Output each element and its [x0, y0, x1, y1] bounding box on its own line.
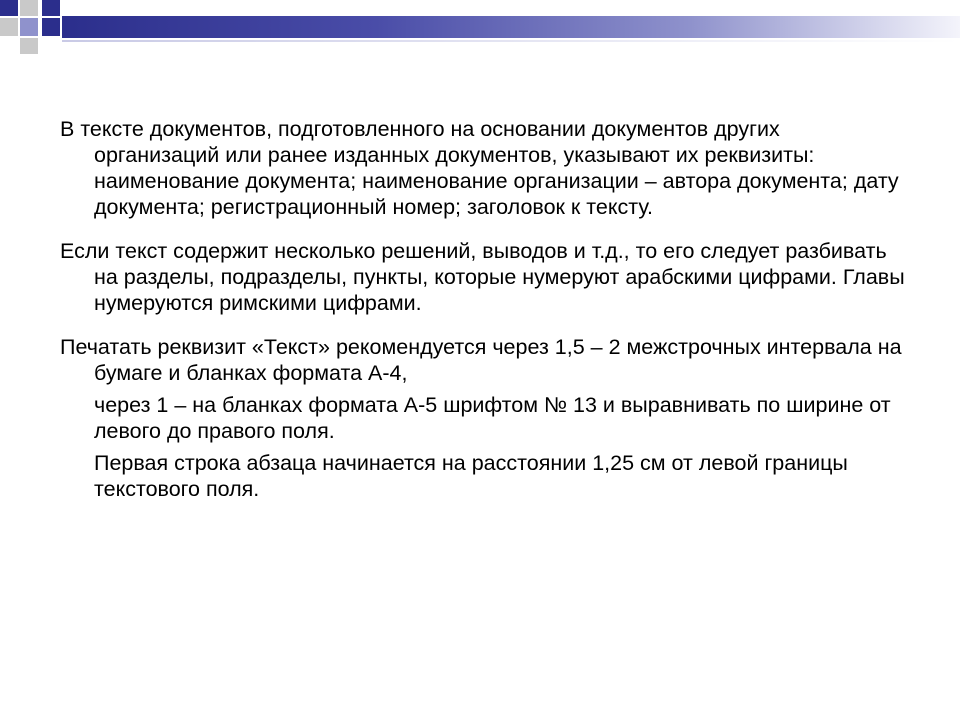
- decor-square-gray: [20, 38, 38, 54]
- paragraph-first-line-indent: Первая строка абзаца начинается на расстоянии 1,25 см от левой границы текстового поля.: [94, 451, 848, 501]
- decor-square-navy: [42, 18, 60, 36]
- header-thin-line: [62, 40, 960, 42]
- paragraph-a5-format: через 1 – на бланках формата А-5 шрифтом № 13 и выравнивать по ширине от левого до правого поля.: [94, 393, 891, 443]
- paragraph-print-spacing: Печатать реквизит «Текст» рекомендуется через 1,5 – 2 межстрочных интервала на бумаге и бланках формата А-4,: [60, 335, 902, 385]
- text-body: [60, 116, 910, 508]
- decor-square-gray: [20, 0, 38, 16]
- paragraph-document-requisites: В тексте документов, подготовленного на основании документов других организаций или ранее изданных документов, указывают их реквизиты: наименование документа; наименование организации – автора документа; дату документа; регистрационный номер; заголовок к тексту.: [60, 117, 899, 219]
- header-gradient-bar: [62, 16, 960, 38]
- paragraph-text-sections: Если текст содержит несколько решений, выводов и т.д., то его следует разбивать на разделы, подразделы, пункты, которые нумеруют арабскими цифрами. Главы нумеруются римскими цифрами.: [60, 239, 905, 315]
- decor-square-gray: [0, 18, 18, 36]
- decor-square-light: [20, 18, 38, 36]
- decor-square-navy: [0, 0, 18, 16]
- decor-square-navy: [42, 0, 60, 16]
